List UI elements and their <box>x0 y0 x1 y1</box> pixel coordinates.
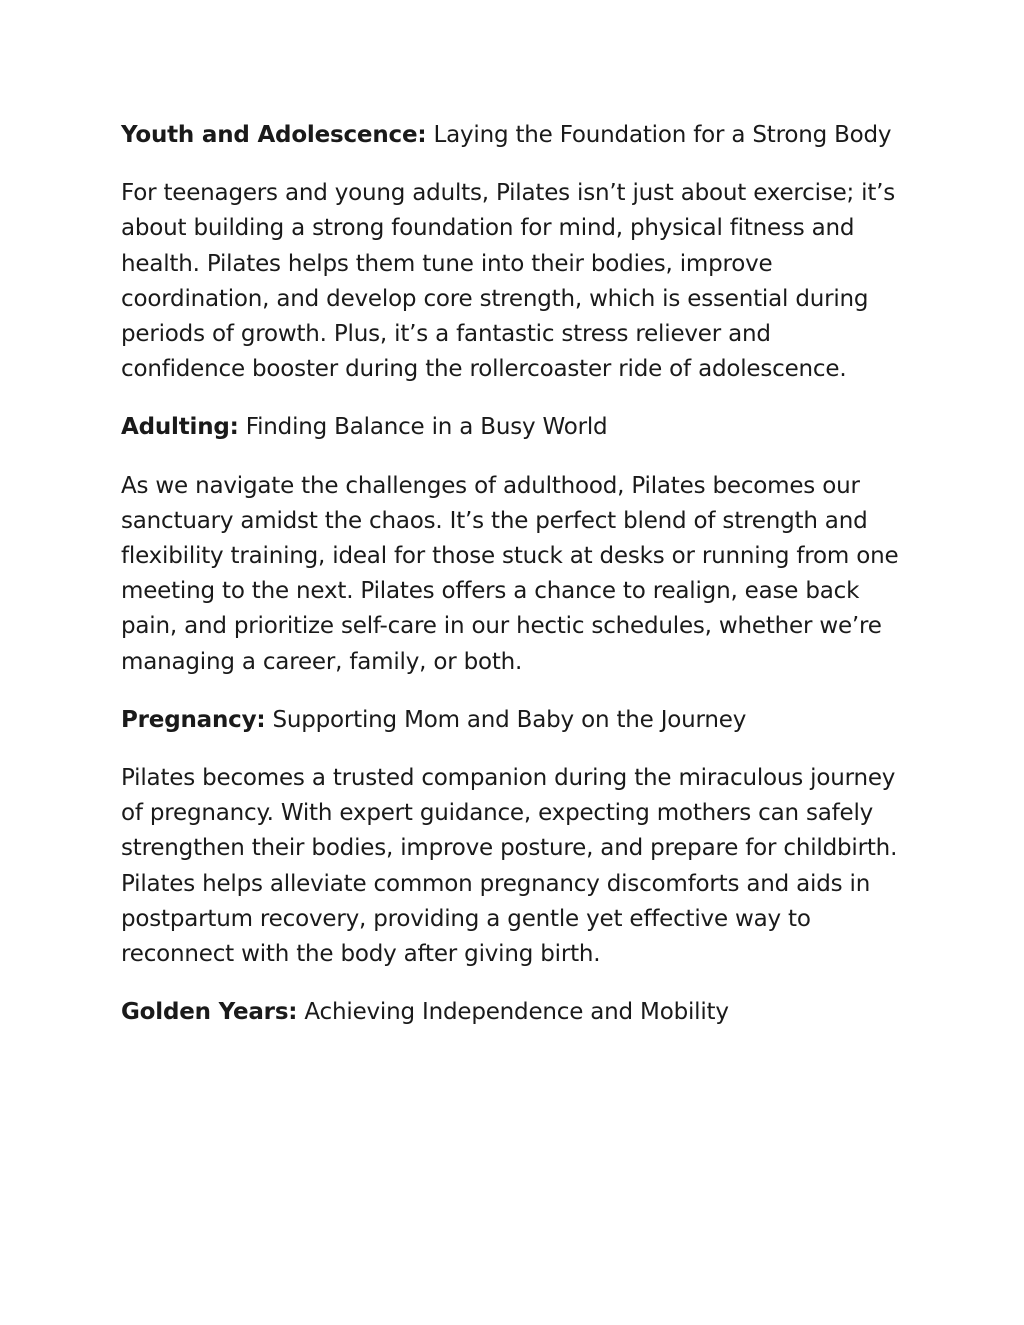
section-title: Laying the Foundation for a Strong Body <box>426 122 892 148</box>
section-label: Youth and Adolescence: <box>121 122 427 148</box>
section-heading-youth <box>121 118 901 153</box>
section-label: Pregnancy: <box>121 706 266 733</box>
section-title: Achieving Independence and Mobility <box>297 999 729 1026</box>
section-label: Adulting: <box>121 414 239 441</box>
document-page <box>121 118 901 1053</box>
section-paragraph-pregnancy: Pilates becomes a trusted companion during the miraculous journey of pregnancy. With expert guidance, expecting mothers can safely strengthen their bodies, improve posture, and prepare for childbirth. Pilates helps alleviate common pregnancy discomforts and aids in postpartum recovery, providing a gentle yet effective way to reconnect with the body after giving birth. <box>121 765 898 968</box>
section-paragraph-adulting: As we navigate the challenges of adulthood, Pilates becomes our sanctuary amidst the chaos. It’s the perfect blend of strength and flexibility training, ideal for those stuck at desks or running from one meeting to the next. Pilates offers a chance to realign, ease back pain, and prioritize self-care in our hectic schedules, whether we’re managing a career, family, or both. <box>121 472 899 675</box>
section-title: Finding Balance in a Busy World <box>238 414 608 441</box>
section-label: Golden Years: <box>121 999 298 1026</box>
section-heading-golden-years <box>121 995 901 1030</box>
section-title: Supporting Mom and Baby on the Journey <box>265 706 747 733</box>
section-paragraph-youth: For teenagers and young adults, Pilates isn’t just about exercise; it’s about building a strong foundation for mind, physical fitness and health. Pilates helps them tune into their bodies, improve coordination, and develop core strength, which is essential during periods of growth. Plus, it’s a fantastic stress reliever and confidence booster during the rollercoaster ride of adolescence. <box>121 180 896 383</box>
section-heading-pregnancy <box>121 703 901 738</box>
section-heading-adulting <box>121 410 901 445</box>
